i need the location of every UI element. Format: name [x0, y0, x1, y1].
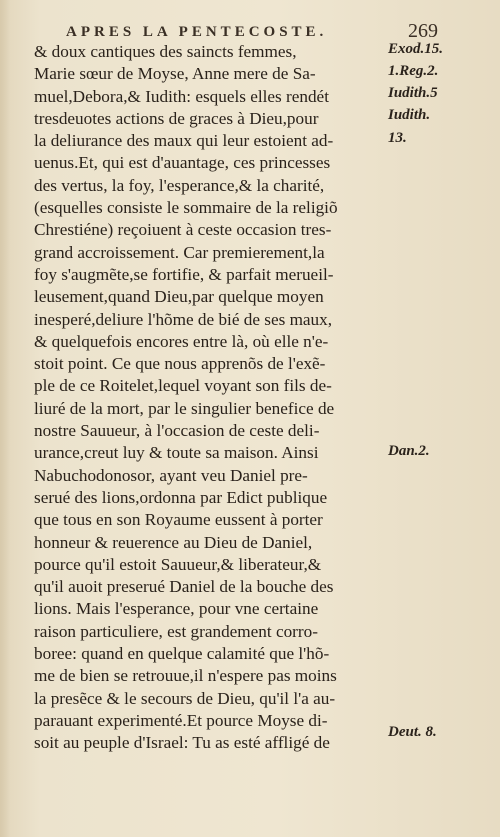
- text-line: Chrestiéne) reçoiuent à ceste occasion tres-: [34, 220, 332, 240]
- margin-note-daniel: Dan.2.: [388, 443, 430, 459]
- text-line: tresdeuotes actions de graces à Dieu,pour: [34, 108, 319, 128]
- text-line: (esquelles consiste le sommaire de la religiõ: [34, 198, 338, 218]
- text-line: serué des lions,ordonna par Edict publique: [34, 487, 328, 507]
- text-line: grand accroissement. Car premierement,la: [34, 242, 325, 262]
- text-line: parauant experimenté.Et pource Moyse di-: [34, 710, 328, 730]
- text-line: soit au peuple d'Israel: Tu as esté affligé de: [34, 733, 330, 753]
- text-line: & doux cantiques des saincts femmes,: [34, 42, 297, 61]
- text-line: me de bien se retrouue,il n'espere pas moins: [34, 666, 337, 686]
- text-line: qu'il auoit preserué Daniel de la bouche des: [34, 577, 334, 597]
- page-number: 269: [408, 20, 438, 42]
- margin-note-deuteronomy: Deut. 8.: [388, 724, 437, 740]
- text-line: uenus.Et, qui est d'auantage, ces princesses: [34, 153, 331, 173]
- margin-note-judith: Iudith.: [388, 107, 431, 123]
- text-line: lions. Mais l'esperance, pour vne certaine: [34, 599, 319, 619]
- text-line: nostre Sauueur, à l'occasion de ceste deli-: [34, 421, 320, 441]
- text-line: muel,Debora,& Iudith: esquels elles rendét: [34, 86, 329, 106]
- text-line: la presẽce & le secours de Dieu, qu'il l'a au-: [34, 688, 336, 708]
- text-line: stoit point. Ce que nous apprenõs de l'exẽ-: [34, 354, 326, 374]
- text-line: foy s'augmẽte,se fortifie, & parfait merueil-: [34, 264, 334, 284]
- text-line: boree: quand en quelque calamité que l'hõ-: [34, 644, 330, 664]
- margin-note-exodus: Exod.15.: [388, 41, 444, 57]
- margin-note-judith: Iudith.5: [388, 85, 438, 101]
- text-line: Nabuchodonosor, ayant veu Daniel pre-: [34, 465, 308, 485]
- margin-note-chapter: 13.: [388, 130, 407, 146]
- running-head: APRES LA PENTECOSTE.: [66, 24, 328, 40]
- text-line: liuré de la mort, par le singulier benefice de: [34, 398, 335, 418]
- text-line: Marie sœur de Moyse, Anne mere de Sa-: [34, 64, 316, 84]
- text-line: inesperé,deliure l'hõme de bié de ses maux,: [34, 309, 333, 329]
- page-gutter-shadow: [0, 0, 10, 837]
- body-text: [34, 41, 390, 755]
- text-line: urance,creut luy & toute sa maison. Ainsi: [34, 443, 319, 463]
- text-line: des vertus, la foy, l'esperance,& la charité,: [34, 175, 325, 195]
- text-line: honneur & reuerence au Dieu de Daniel,: [34, 532, 313, 552]
- text-line: raison particuliere, est grandement corro-: [34, 621, 318, 641]
- text-line: pource qu'il estoit Sauueur,& liberateur,&: [34, 554, 322, 574]
- text-line: ple de ce Roitelet,lequel voyant son fils de-: [34, 376, 332, 396]
- text-line: la deliurance des maux qui leur estoient ad-: [34, 131, 334, 151]
- text-line: leusement,quand Dieu,par quelque moyen: [34, 287, 324, 307]
- text-line: & quelquefois encores entre là, où elle n'e-: [34, 331, 329, 351]
- margin-note-kings: 1.Reg.2.: [388, 63, 439, 79]
- text-line: que tous en son Royaume eussent à porter: [34, 510, 323, 530]
